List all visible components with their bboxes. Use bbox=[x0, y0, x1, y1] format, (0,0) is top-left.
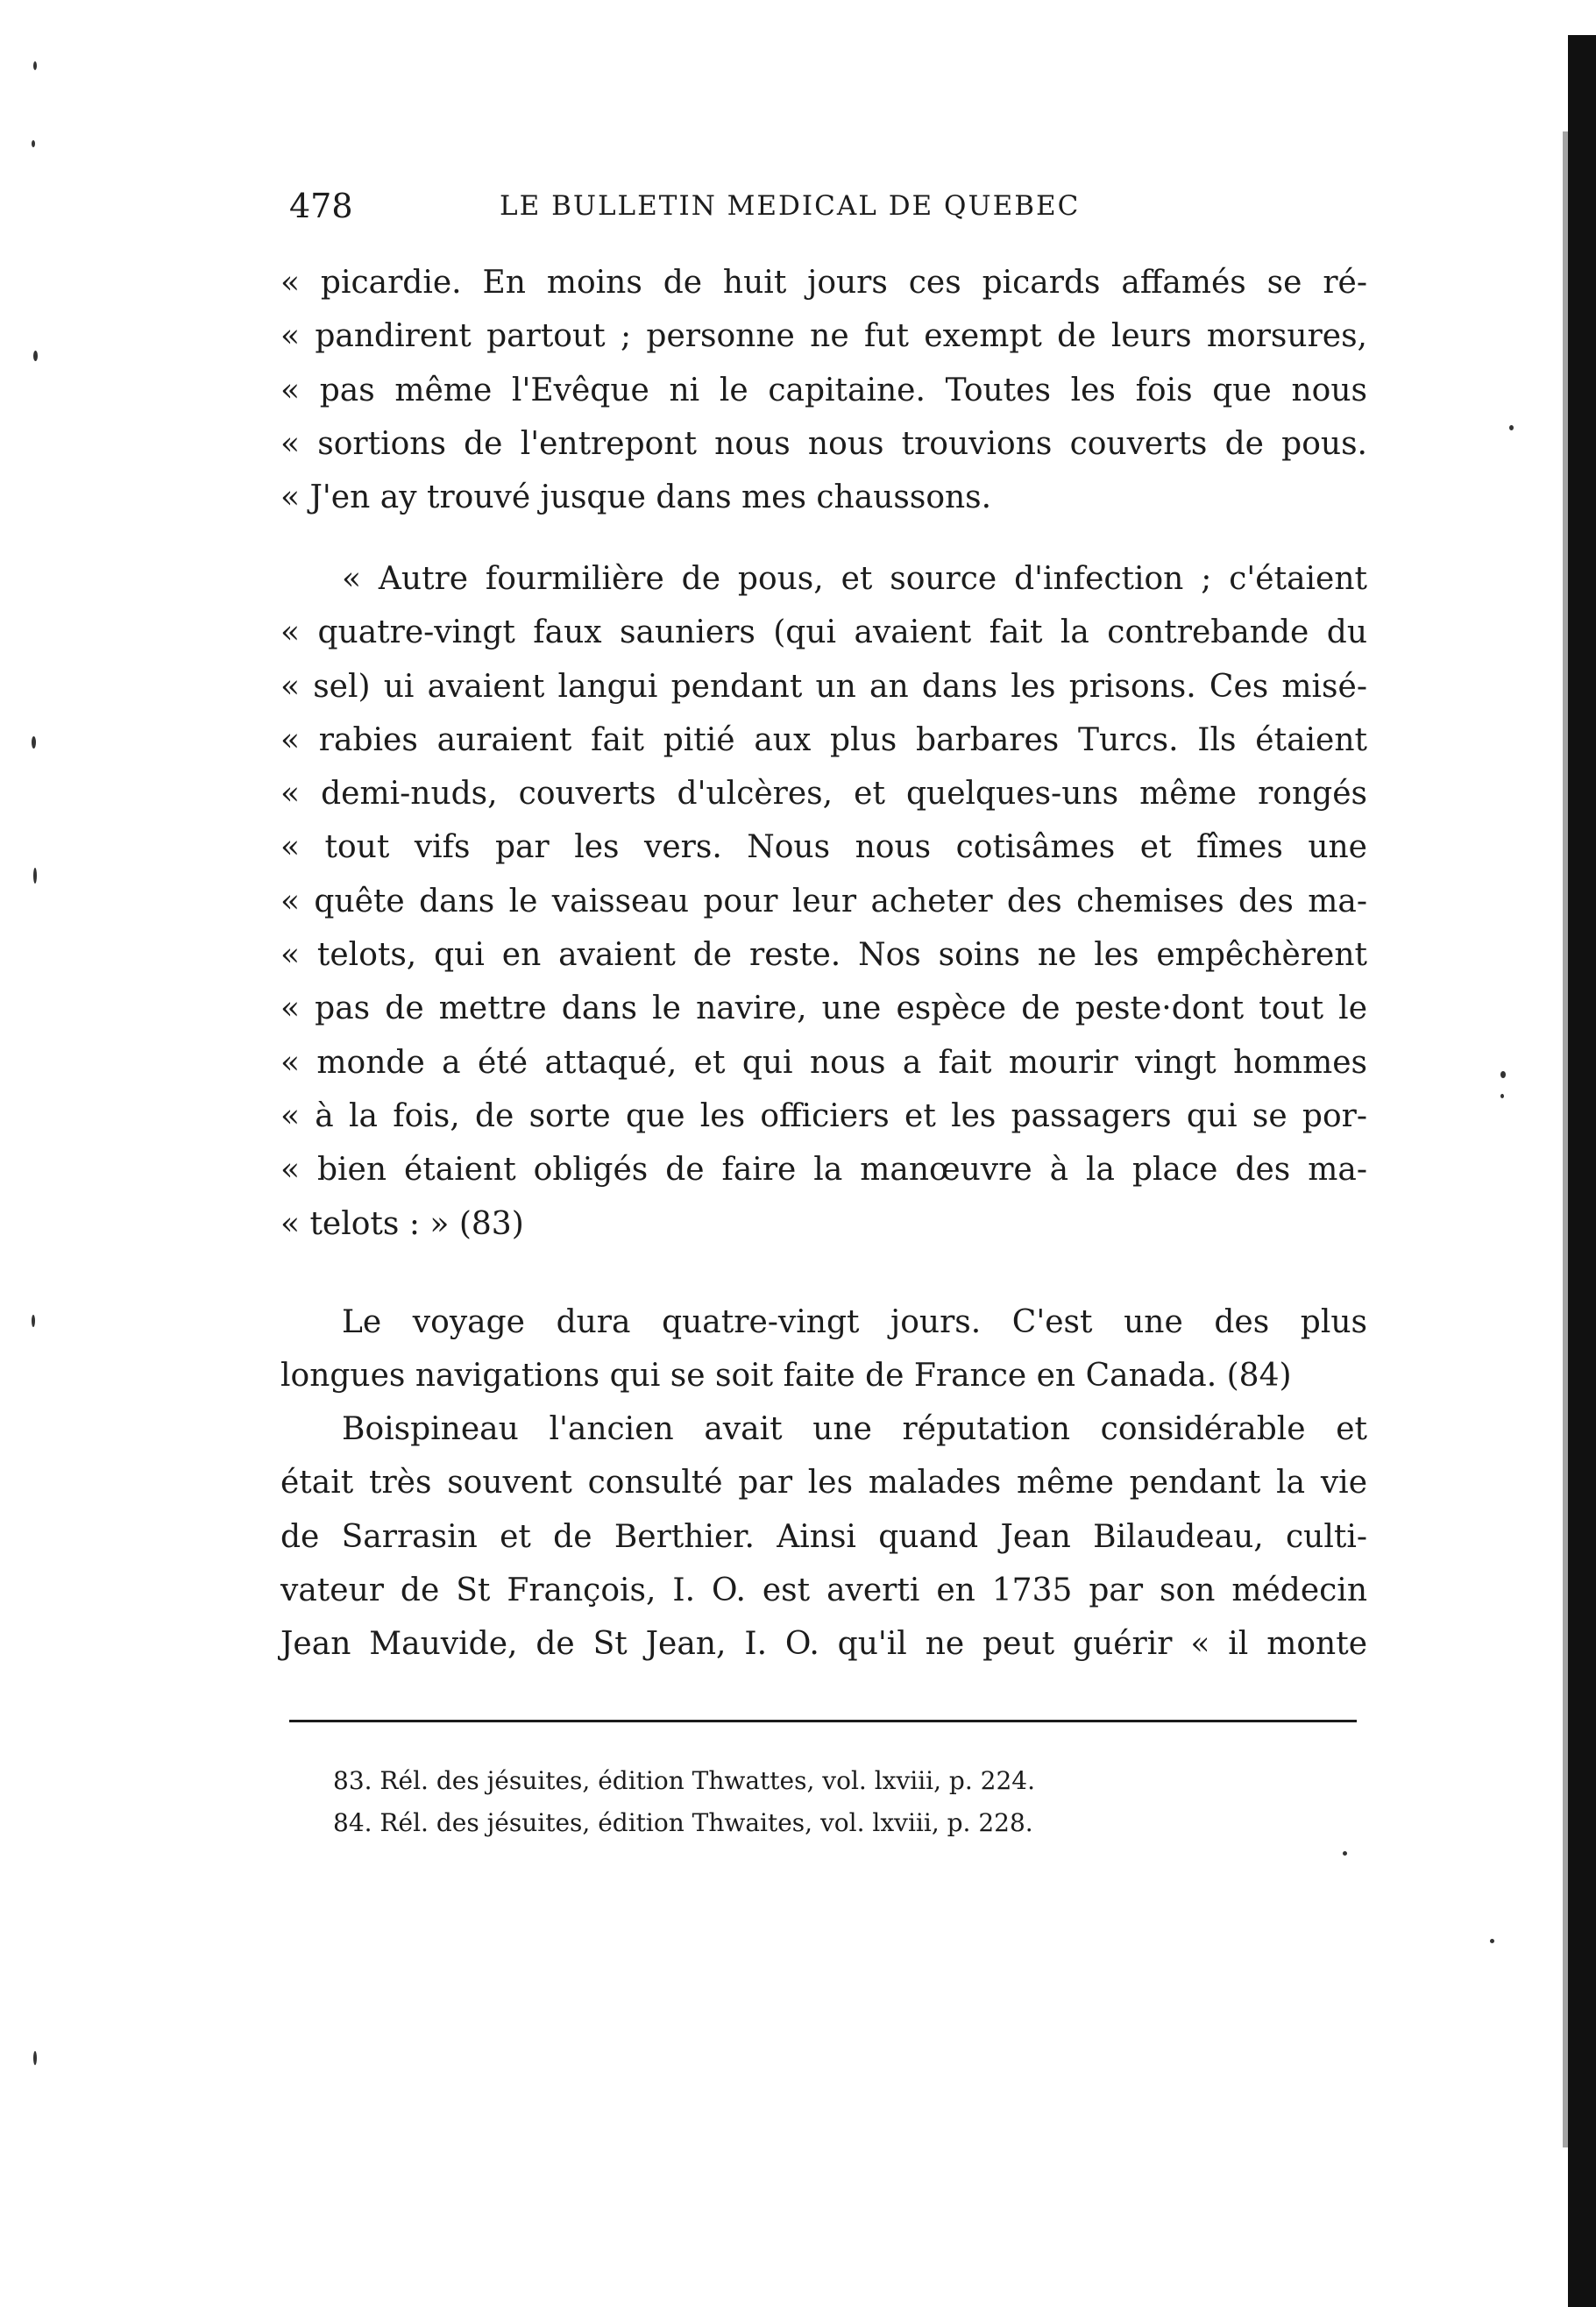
page-number: 478 bbox=[289, 187, 353, 225]
scan-speck bbox=[1343, 1851, 1347, 1856]
footnote-83: 83. Rél. des jésuites, édition Thwattes, vol. lxviii, p. 224. bbox=[333, 1766, 1035, 1795]
text-line: « monde a été attaqué, et qui nous a fait mourir vingt hommes bbox=[280, 1044, 1367, 1081]
text-line: « bien étaient obligés de faire la manœuvre à la place des ma- bbox=[280, 1152, 1367, 1189]
text-line: « pas de mettre dans le navire, une espèce de peste·dont tout le bbox=[280, 990, 1367, 1027]
text-line: « quête dans le vaisseau pour leur acheter des chemises des ma- bbox=[280, 883, 1367, 919]
text-line: « tout vifs par les vers. Nous nous cotisâmes et fîmes une bbox=[280, 829, 1367, 866]
scan-edge-shadow bbox=[1568, 35, 1596, 2307]
paragraph-3 bbox=[280, 1295, 1367, 1403]
text-line: vateur de St François, I. O. est averti en 1735 par son médecin bbox=[280, 1572, 1367, 1608]
text-line: Boispineau l'ancien avait une réputation considérable et bbox=[342, 1411, 1367, 1447]
scan-speck bbox=[32, 1315, 35, 1327]
text-line: « telots : » (83) bbox=[280, 1205, 524, 1242]
text-line: « sortions de l'entrepont nous nous trouvions couverts de pous. bbox=[280, 425, 1367, 462]
text-line: « telots, qui en avaient de reste. Nos soins ne les empêchèrent bbox=[280, 937, 1367, 974]
text-line: « pandirent partout ; personne ne fut exempt de leurs morsures, bbox=[280, 318, 1367, 355]
text-line: était très souvent consulté par les malades même pendant la vie bbox=[280, 1465, 1367, 1501]
scan-speck bbox=[32, 736, 36, 749]
scan-speck bbox=[33, 351, 38, 361]
text-line: « pas même l'Evêque ni le capitaine. Toutes les fois que nous bbox=[280, 372, 1367, 408]
text-line: « Autre fourmilière de pous, et source d'infection ; c'étaient bbox=[342, 561, 1367, 597]
scan-edge-gradient bbox=[1563, 131, 1568, 2147]
text-line: « rabies auraient fait pitié aux plus barbares Turcs. Ils étaient bbox=[280, 721, 1367, 758]
paragraph-1 bbox=[280, 256, 1367, 524]
paragraph-2 bbox=[280, 552, 1367, 1251]
footnotes bbox=[333, 1760, 1209, 1844]
scan-speck bbox=[1490, 1939, 1494, 1943]
scan-speck bbox=[33, 61, 37, 70]
scan-speck bbox=[32, 140, 35, 147]
running-head bbox=[289, 180, 1358, 232]
paragraph-4 bbox=[280, 1402, 1367, 1671]
text-line: longues navigations qui se soit faite de France en Canada. (84) bbox=[280, 1358, 1292, 1395]
text-line: « J'en ay trouvé jusque dans mes chaussons. bbox=[280, 479, 992, 516]
footnote-84: 84. Rél. des jésuites, édition Thwaites, vol. lxviii, p. 228. bbox=[333, 1808, 1033, 1837]
running-title: LE BULLETIN MEDICAL DE QUEBEC bbox=[500, 190, 1081, 222]
text-line: « picardie. En moins de huit jours ces picards affamés se ré- bbox=[280, 265, 1367, 301]
text-line: « à la fois, de sorte que les officiers et les passagers qui se por- bbox=[280, 1097, 1367, 1134]
text-line: Jean Mauvide, de St Jean, I. O. qu'il ne peut guérir « il monte bbox=[280, 1626, 1367, 1663]
scan-speck bbox=[1500, 1094, 1504, 1098]
text-line: « quatre-vingt faux sauniers (qui avaient fait la contrebande du bbox=[280, 614, 1367, 651]
footnote-divider bbox=[289, 1720, 1357, 1722]
scan-speck bbox=[1509, 425, 1514, 430]
text-line: « demi-nuds, couverts d'ulcères, et quelques-uns même rongés bbox=[280, 776, 1367, 813]
text-line: Le voyage dura quatre-vingt jours. C'est une des plus bbox=[342, 1304, 1367, 1340]
text-line: « sel) ui avaient langui pendant un an dans les prisons. Ces misé- bbox=[280, 668, 1367, 705]
scan-speck bbox=[33, 2051, 37, 2065]
text-line: de Sarrasin et de Berthier. Ainsi quand Jean Bilaudeau, culti- bbox=[280, 1518, 1367, 1555]
scan-speck bbox=[33, 868, 37, 884]
scan-speck bbox=[1500, 1071, 1506, 1078]
